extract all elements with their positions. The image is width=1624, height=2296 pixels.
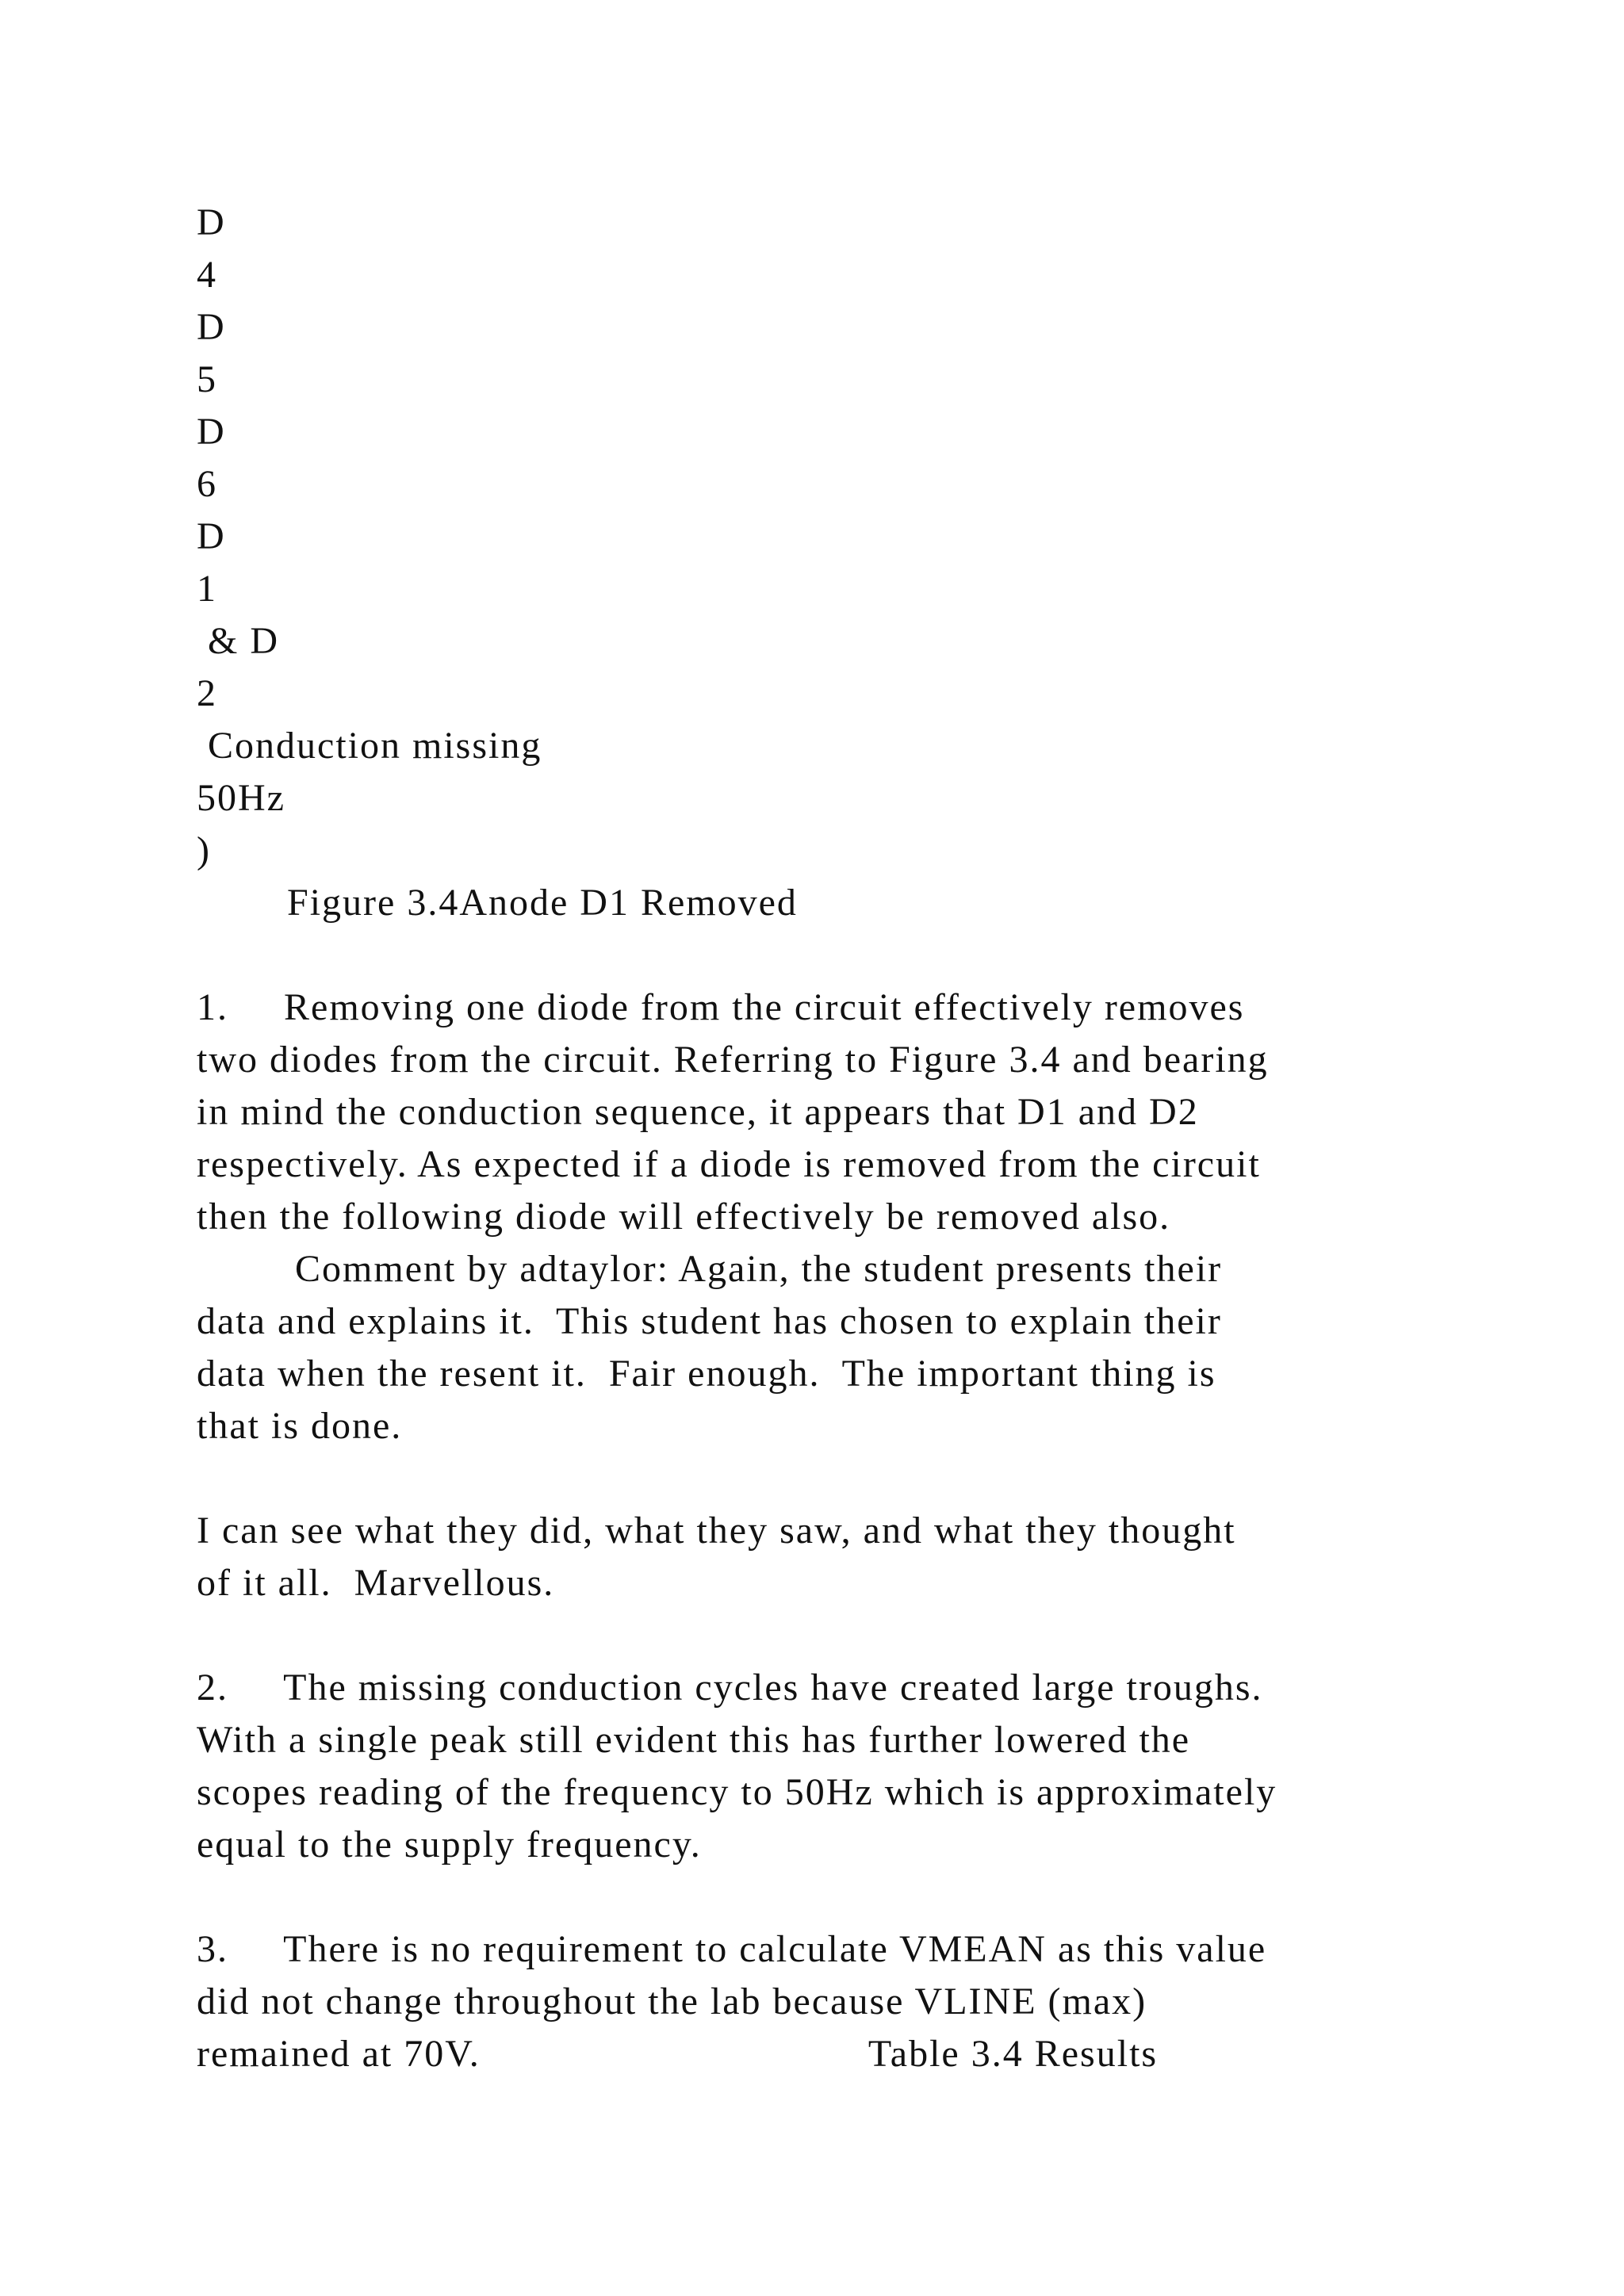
- paragraph-3-line: did not change throughout the lab because VLINE (max): [197, 1980, 1147, 2022]
- figure-fragment: 50Hz: [197, 777, 285, 819]
- paragraph-2-line: With a single peak still evident this has further lowered the: [197, 1719, 1191, 1761]
- figure-fragment: D: [197, 515, 226, 557]
- paragraph-1-line: 1. Removing one diode from the circuit effectively removes: [197, 986, 1245, 1028]
- figure-fragment: 1: [197, 568, 217, 610]
- paragraph-1-line: then the following diode will effectively be removed also.: [197, 1196, 1171, 1238]
- comment-line: data when the resent it. Fair enough. The important thing is: [197, 1353, 1216, 1395]
- figure-fragment: 6: [197, 463, 217, 505]
- figure-fragment: 2: [197, 672, 217, 714]
- figure-fragment: & D: [197, 620, 279, 662]
- paragraph-3-line: 3. There is no requirement to calculate VMEAN as this value: [197, 1928, 1267, 1970]
- paragraph-2-line: equal to the supply frequency.: [197, 1823, 702, 1866]
- figure-fragment: ): [197, 829, 211, 871]
- paragraph-1-line: two diodes from the circuit. Referring to Figure 3.4 and bearing: [197, 1039, 1269, 1081]
- comment-line: that is done.: [197, 1405, 403, 1447]
- figure-fragment: D: [197, 411, 226, 453]
- paragraph-1-line: in mind the conduction sequence, it appears that D1 and D2: [197, 1091, 1199, 1133]
- paragraph-2-line: 2. The missing conduction cycles have created large troughs.: [197, 1667, 1263, 1709]
- paragraph-1-line: respectively. As expected if a diode is removed from the circuit: [197, 1143, 1261, 1185]
- figure-caption: Figure 3.4Anode D1 Removed: [287, 882, 798, 924]
- figure-fragment: 5: [197, 358, 217, 400]
- comment-line: Comment by adtaylor: Again, the student presents their: [295, 1248, 1223, 1290]
- figure-fragment: 4: [197, 254, 217, 296]
- figure-fragment: D: [197, 306, 226, 348]
- comment-line: I can see what they did, what they saw, and what they thought: [197, 1510, 1236, 1552]
- paragraph-3-line: remained at 70V. Table 3.4 Results: [197, 2033, 1159, 2075]
- comment-line: data and explains it. This student has chosen to explain their: [197, 1300, 1222, 1342]
- figure-fragment: D: [197, 201, 226, 243]
- comment-line: of it all. Marvellous.: [197, 1562, 555, 1604]
- paragraph-2-line: scopes reading of the frequency to 50Hz which is approximately: [197, 1771, 1277, 1813]
- figure-fragment: Conduction missing: [197, 725, 542, 767]
